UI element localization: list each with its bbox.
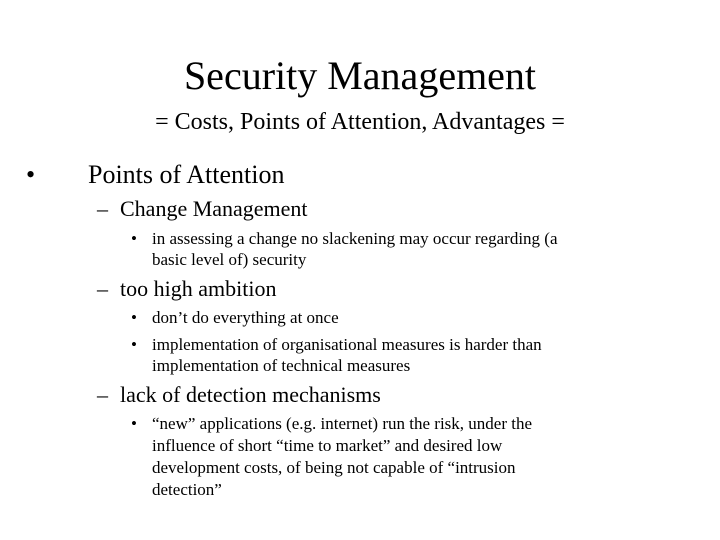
- list-item-bullet: •: [131, 335, 137, 354]
- list-item-line: don’t do everything at once: [152, 308, 339, 327]
- list-item-bullet: •: [131, 229, 137, 248]
- list-item-bullet: •: [131, 414, 137, 433]
- section-dash: –: [97, 276, 108, 301]
- list-item-line: development costs, of being not capable of “intrusion: [152, 458, 516, 477]
- main-point-text: Points of Attention: [88, 160, 285, 189]
- list-item-line: “new” applications (e.g. internet) run the risk, under the: [152, 414, 533, 433]
- slide-subtitle: = Costs, Points of Attention, Advantages =: [155, 109, 565, 135]
- section-heading-change-management: Change Management: [120, 196, 308, 221]
- list-item-line: influence of short “time to market” and desired low: [152, 436, 503, 455]
- list-item-line: in assessing a change no slackening may occur regarding (a: [152, 229, 558, 248]
- section-heading-too-high-ambition: too high ambition: [120, 276, 277, 301]
- main-point-bullet: •: [26, 160, 36, 189]
- list-item-bullet: •: [131, 308, 137, 327]
- section-dash: –: [97, 382, 108, 407]
- section-dash: –: [97, 196, 108, 221]
- section-heading-lack-of-detection: lack of detection mechanisms: [120, 382, 381, 407]
- list-item-line: basic level of) security: [152, 250, 307, 269]
- list-item-line: implementation of organisational measures is harder than: [152, 335, 542, 354]
- list-item-line: implementation of technical measures: [152, 356, 411, 375]
- list-item-line: detection”: [152, 480, 222, 499]
- slide-title: Security Management: [183, 53, 537, 98]
